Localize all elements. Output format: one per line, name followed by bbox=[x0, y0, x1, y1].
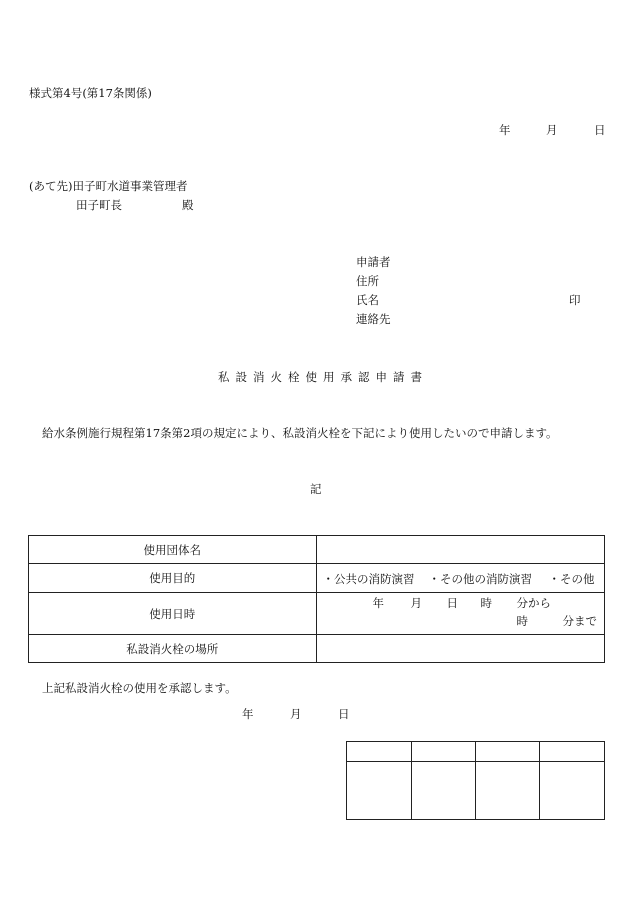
header-date-year: 年 bbox=[499, 123, 511, 137]
hydrant-location-label: 私設消火栓の場所 bbox=[29, 635, 317, 663]
table-row bbox=[29, 536, 605, 564]
datetime-end-hour: 時 bbox=[516, 614, 528, 628]
stamp-header-cell bbox=[476, 742, 540, 762]
approval-date-year: 年 bbox=[242, 707, 254, 721]
document-title: 私設消火栓使用承認申請書 bbox=[218, 370, 428, 384]
datetime-cell[interactable] bbox=[316, 593, 605, 635]
applicant-name-label: 氏名 bbox=[356, 293, 379, 307]
application-table bbox=[28, 535, 605, 663]
body-text: 給水条例施行規程第17条第2項の規定により、私設消火栓を下記により使用したいので申請します。 bbox=[42, 426, 558, 440]
stamp-cell[interactable] bbox=[476, 762, 540, 820]
applicant-address-label: 住所 bbox=[356, 274, 379, 288]
table-row bbox=[29, 593, 605, 635]
approval-text: 上記私設消火栓の使用を承認します。 bbox=[42, 681, 237, 695]
datetime-label: 使用日時 bbox=[29, 593, 317, 635]
stamp-header-cell bbox=[347, 742, 412, 762]
organization-name-label: 使用団体名 bbox=[29, 536, 317, 564]
purpose-option-other-drill[interactable]: ・その他の消防演習 bbox=[428, 572, 532, 586]
purpose-options-cell bbox=[316, 564, 605, 593]
applicant-heading: 申請者 bbox=[356, 255, 391, 269]
applicant-contact-label: 連絡先 bbox=[356, 312, 391, 326]
datetime-year: 年 bbox=[372, 596, 384, 610]
stamp-header-cell bbox=[540, 742, 605, 762]
addressee-line2: 田子町長 bbox=[76, 198, 122, 212]
table-row bbox=[347, 762, 605, 820]
table-row bbox=[29, 564, 605, 593]
hydrant-location-field[interactable] bbox=[316, 635, 605, 663]
stamp-cell[interactable] bbox=[540, 762, 605, 820]
stamp-header-cell bbox=[411, 742, 476, 762]
ki-heading: 記 bbox=[310, 482, 322, 496]
seal-mark: 印 bbox=[569, 293, 581, 307]
approval-date-day: 日 bbox=[338, 707, 350, 721]
datetime-month: 月 bbox=[410, 596, 422, 610]
table-row bbox=[347, 742, 605, 762]
organization-name-field[interactable] bbox=[316, 536, 605, 564]
table-row bbox=[29, 635, 605, 663]
datetime-until: 分まで bbox=[562, 614, 597, 628]
purpose-option-public-drill[interactable]: ・公共の消防演習 bbox=[322, 572, 415, 586]
header-date-month: 月 bbox=[546, 123, 558, 137]
addressee-line1: (あて先)田子町水道事業管理者 bbox=[29, 179, 188, 193]
addressee-honorific: 殿 bbox=[182, 198, 194, 212]
stamp-cell[interactable] bbox=[347, 762, 412, 820]
form-number: 様式第4号(第17条関係) bbox=[29, 86, 152, 100]
approval-stamp-table bbox=[346, 741, 605, 820]
stamp-cell[interactable] bbox=[411, 762, 476, 820]
purpose-label: 使用目的 bbox=[29, 564, 317, 593]
datetime-day: 日 bbox=[446, 596, 458, 610]
datetime-hour: 時 bbox=[480, 596, 492, 610]
purpose-option-other[interactable]: ・その他 bbox=[548, 572, 595, 586]
approval-date-month: 月 bbox=[290, 707, 302, 721]
header-date-day: 日 bbox=[594, 123, 606, 137]
datetime-from: 分から bbox=[516, 596, 551, 610]
